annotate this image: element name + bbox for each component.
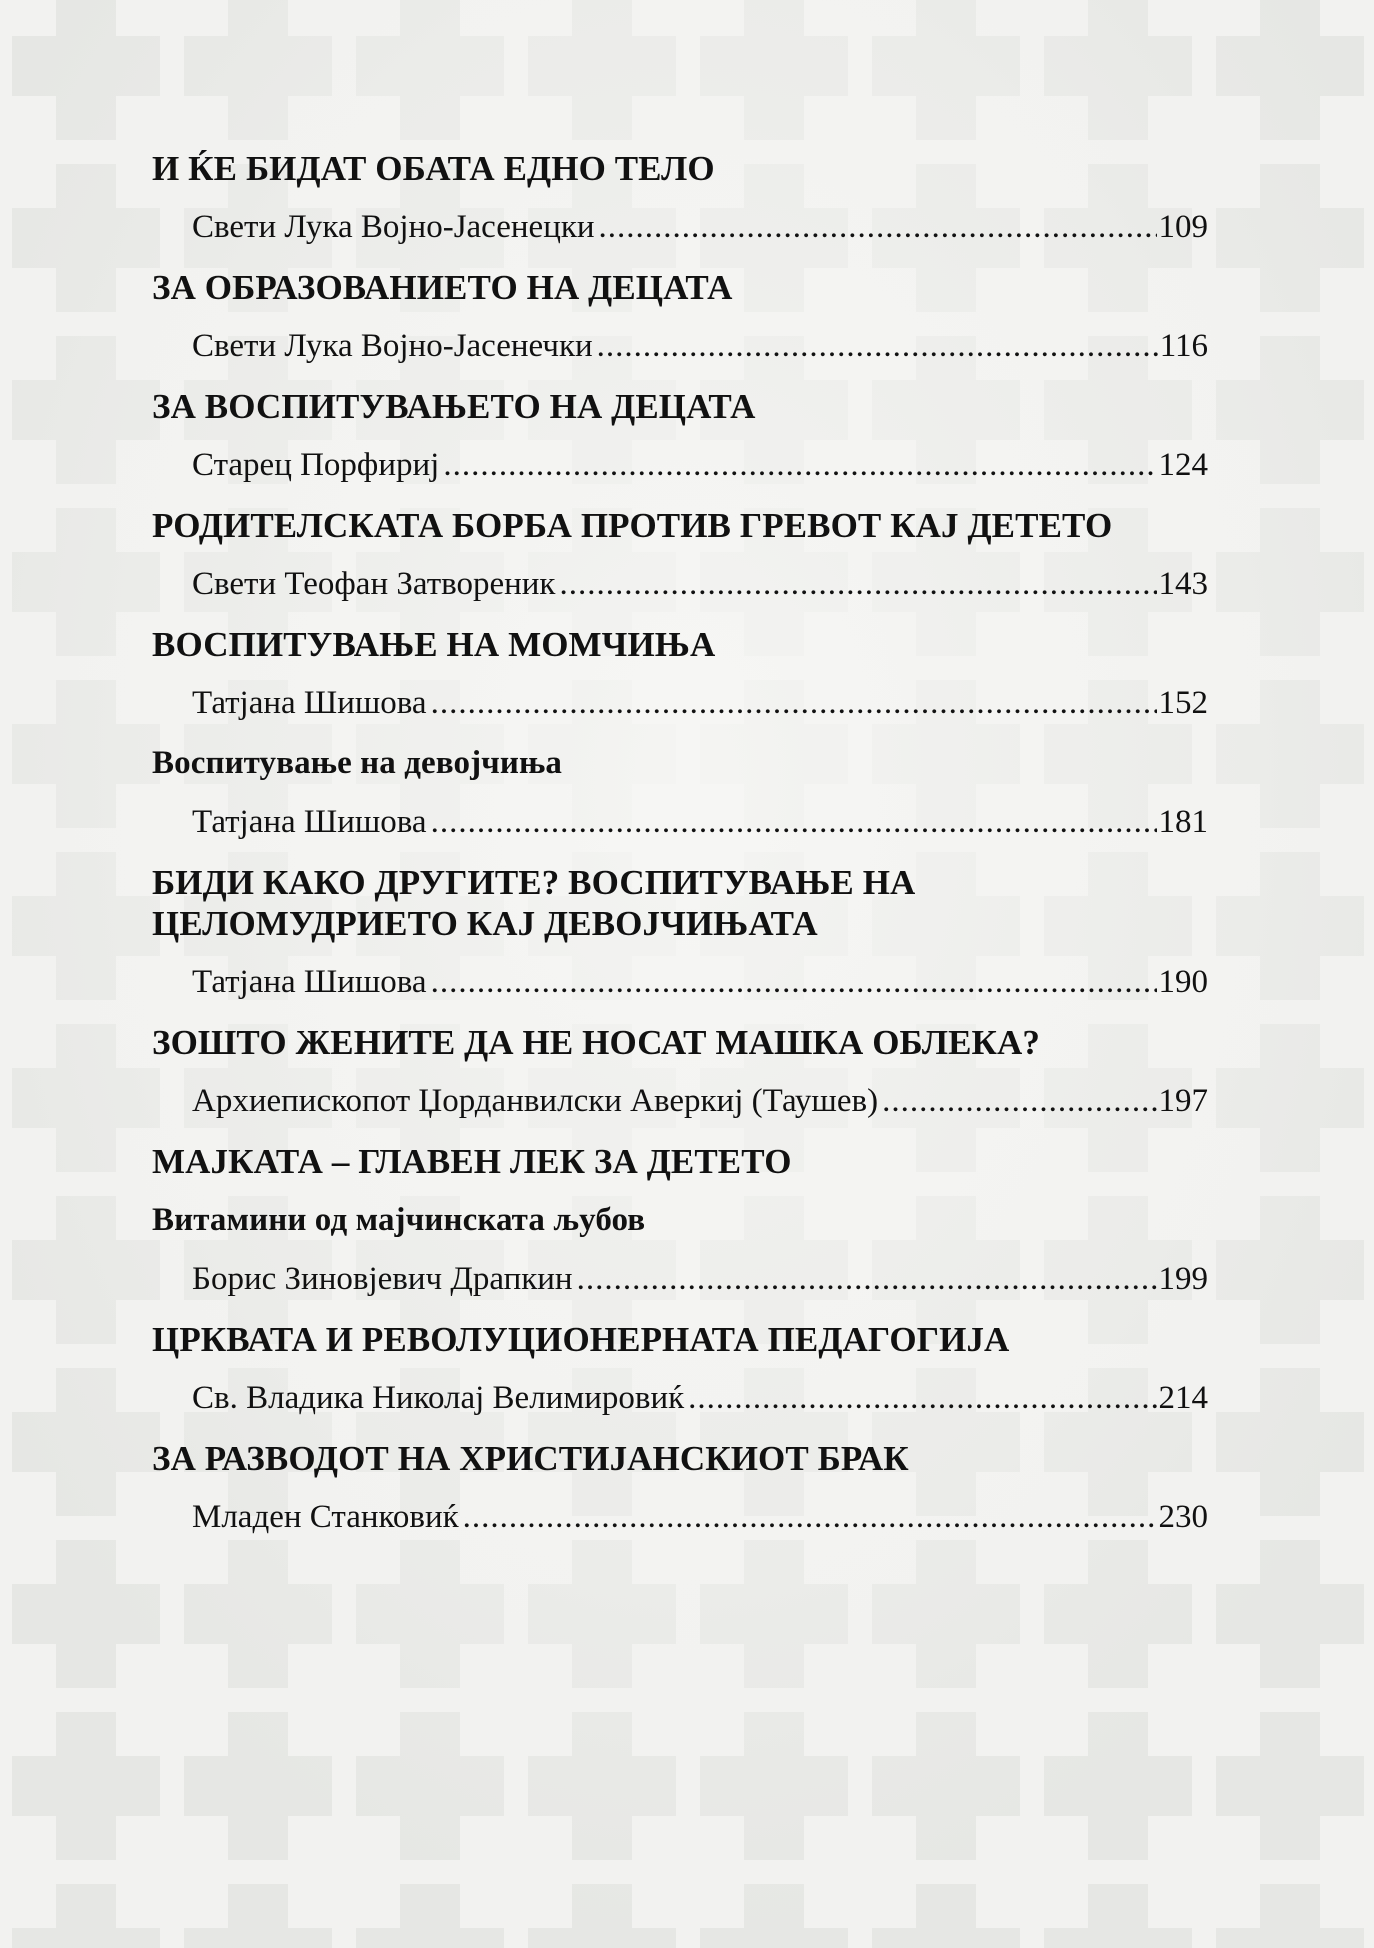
toc-heading: ЗА ОБРАЗОВАНИЕТО НА ДЕЦАТА	[152, 268, 733, 307]
toc-heading: ЦРКВАТА И РЕВОЛУЦИОНЕРНАТА ПЕДАГОГИЈА	[152, 1320, 1010, 1359]
toc-heading: ЗА РАЗВОДОТ НА ХРИСТИЈАНСКИОТ БРАК	[152, 1439, 909, 1478]
toc-page-number: 116	[1159, 328, 1208, 364]
toc-author: Архиепископот Џорданвилски Аверкиј (Таушев)	[192, 1083, 879, 1119]
toc-entry[interactable]	[192, 326, 1208, 386]
toc-entry[interactable]	[192, 1259, 1208, 1319]
toc-heading: РОДИТЕЛСКАТА БОРБА ПРОТИВ ГРЕВОТ КАЈ ДЕТЕТО	[152, 506, 1113, 545]
toc-author: Татјана Шишова	[192, 964, 427, 1000]
toc-entry[interactable]	[192, 683, 1208, 743]
toc-subheading: Воспитување на девојчиња	[152, 745, 562, 781]
toc-page-number: 124	[1158, 447, 1208, 483]
toc-leader-dots	[577, 1259, 1157, 1300]
toc-page-number: 190	[1158, 964, 1208, 1000]
toc-author: Борис Зиновјевич Драпкин	[192, 1261, 573, 1297]
toc-leader-dots	[597, 326, 1158, 367]
toc-page-number: 143	[1158, 566, 1208, 602]
toc-entry[interactable]	[192, 207, 1208, 267]
toc-leader-dots	[882, 1081, 1156, 1122]
table-of-contents	[152, 148, 1208, 1557]
toc-leader-dots	[688, 1378, 1156, 1419]
toc-heading: ЗОШТО ЖЕНИТЕ ДА НЕ НОСАТ МАШКА ОБЛЕКА?	[152, 1023, 1040, 1062]
toc-author: Свети Лука Војно-Јасенецки	[192, 209, 595, 245]
toc-entry[interactable]	[192, 564, 1208, 624]
toc-entry[interactable]	[192, 1378, 1208, 1438]
toc-heading-line: БИДИ КАКО ДРУГИТЕ? ВОСПИТУВАЊЕ НА	[152, 863, 916, 902]
toc-page-number: 109	[1158, 209, 1208, 245]
toc-heading: ВОСПИТУВАЊЕ НА МОМЧИЊА	[152, 625, 716, 664]
toc-author: Свети Теофан Затвореник	[192, 566, 556, 602]
toc-heading: ЗА ВОСПИТУВАЊЕТО НА ДЕЦАТА	[152, 387, 756, 426]
toc-heading-line: ЦЕЛОМУДРИЕТО КАЈ ДЕВОЈЧИЊАТА	[152, 904, 818, 943]
toc-page-number: 214	[1158, 1380, 1208, 1416]
toc-heading: И ЌЕ БИДАТ ОБАТА ЕДНО ТЕЛО	[152, 149, 715, 188]
toc-page-number: 230	[1158, 1499, 1208, 1535]
toc-entry[interactable]	[192, 802, 1208, 862]
toc-leader-dots	[559, 564, 1156, 605]
toc-page-number: 181	[1158, 804, 1208, 840]
toc-leader-dots	[443, 445, 1156, 486]
toc-author: Старец Порфириј	[192, 447, 440, 483]
toc-author: Татјана Шишова	[192, 804, 427, 840]
toc-entry[interactable]	[192, 445, 1208, 505]
toc-author: Татјана Шишова	[192, 685, 427, 721]
toc-leader-dots	[431, 962, 1157, 1003]
toc-subheading: Витамини од мајчинската љубов	[152, 1202, 646, 1238]
toc-page-number: 152	[1158, 685, 1208, 721]
toc-page-number: 197	[1158, 1083, 1208, 1119]
toc-leader-dots	[431, 683, 1157, 724]
toc-author: Свети Лука Војно-Јасенечки	[192, 328, 593, 364]
toc-author: Младен Станковиќ	[192, 1499, 459, 1535]
toc-author: Св. Владика Николај Велимировиќ	[192, 1380, 685, 1416]
toc-heading	[152, 862, 1208, 962]
toc-leader-dots	[463, 1497, 1157, 1538]
toc-entry[interactable]	[192, 1497, 1208, 1557]
toc-entry[interactable]	[192, 1081, 1208, 1141]
toc-entry[interactable]	[192, 962, 1208, 1022]
toc-heading: МАЈКАТА – ГЛАВЕН ЛЕК ЗА ДЕТЕТО	[152, 1142, 792, 1181]
toc-leader-dots	[599, 207, 1157, 248]
toc-page-number: 199	[1158, 1261, 1208, 1297]
toc-leader-dots	[431, 802, 1157, 843]
